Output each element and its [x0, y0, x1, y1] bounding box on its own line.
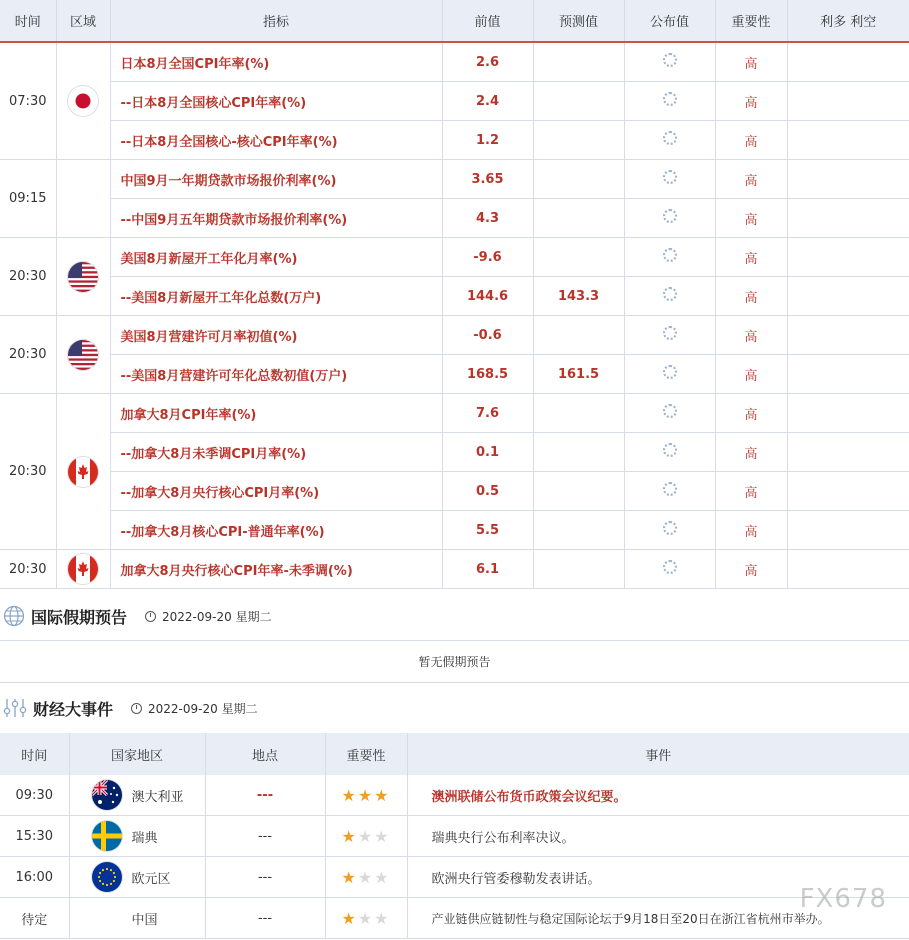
bull-bear-cell [787, 238, 909, 277]
loading-icon [663, 404, 677, 418]
indicator-link[interactable]: --美国8月营建许可年化总数初值(万户) [110, 355, 442, 394]
loading-icon [663, 443, 677, 457]
star-rating [325, 898, 407, 939]
clock-icon [145, 611, 156, 622]
country-cell [69, 857, 205, 898]
loading-icon [663, 560, 677, 574]
indicator-link[interactable]: --日本8月全国核心-核心CPI年率(%) [110, 121, 442, 160]
previous-value: 0.5 [442, 472, 533, 511]
event-place: --- [205, 816, 325, 857]
col-importance[interactable]: 重要性 [715, 0, 787, 42]
event-text: 欧洲央行管委穆勒发表讲话。 [431, 871, 601, 887]
actual-value [624, 82, 715, 121]
star-rating [325, 816, 407, 857]
col-event[interactable]: 事件 [407, 733, 909, 775]
country-name: 瑞典 [131, 830, 158, 846]
importance-value: 高 [715, 511, 787, 550]
forecast-value [533, 472, 624, 511]
forecast-value [533, 394, 624, 433]
event-time: 09:30 [0, 775, 69, 816]
star-icon: ★ [357, 785, 373, 805]
table-row[interactable] [0, 775, 909, 816]
col-country[interactable]: 国家地区 [69, 733, 205, 775]
forecast-value [533, 42, 624, 82]
actual-value [624, 160, 715, 199]
forecast-value [533, 121, 624, 160]
loading-icon [663, 326, 677, 340]
loading-icon [663, 131, 677, 145]
financial-events-table [0, 733, 909, 939]
time-cell: 20:30 [0, 316, 56, 394]
indicator-link[interactable]: --日本8月全国核心CPI年率(%) [110, 82, 442, 121]
loading-icon [663, 482, 677, 496]
col-place[interactable]: 地点 [205, 733, 325, 775]
loading-icon [663, 287, 677, 301]
indicator-link[interactable]: --加拿大8月未季调CPI月率(%) [110, 433, 442, 472]
time-cell: 20:30 [0, 550, 56, 589]
indicator-link[interactable]: --加拿大8月核心CPI-普通年率(%) [110, 511, 442, 550]
events-header-row [0, 733, 909, 775]
holiday-empty-text: 暂无假期预告 [418, 655, 491, 669]
usa-flag-icon [68, 262, 98, 292]
loading-icon [663, 170, 677, 184]
table-row[interactable] [0, 898, 909, 939]
canada-flag-icon [68, 554, 98, 584]
importance-value: 高 [715, 277, 787, 316]
bull-bear-cell [787, 394, 909, 433]
table-row[interactable] [0, 511, 909, 550]
bull-bear-cell [787, 199, 909, 238]
star-icon: ★ [374, 785, 389, 805]
indicator-link[interactable]: 日本8月全国CPI年率(%) [110, 42, 442, 82]
canada-flag-icon [68, 457, 98, 487]
actual-value [624, 355, 715, 394]
bull-bear-cell [787, 42, 909, 82]
forecast-value [533, 82, 624, 121]
forecast-value: 161.5 [533, 355, 624, 394]
event-place: --- [205, 775, 325, 816]
forecast-value [533, 433, 624, 472]
table-row[interactable] [0, 816, 909, 857]
col-bull-bear[interactable]: 利多 利空 [787, 0, 909, 42]
col-event-time[interactable]: 时间 [0, 733, 69, 775]
importance-value: 高 [715, 121, 787, 160]
importance-value: 高 [715, 82, 787, 121]
sliders-icon [3, 697, 27, 719]
star-icon: ★ [341, 826, 356, 846]
table-row[interactable] [0, 160, 909, 199]
time-cell: 09:15 [0, 160, 56, 238]
star-rating [325, 775, 407, 816]
table-row[interactable] [0, 42, 909, 82]
indicator-link[interactable]: 中国9月一年期贷款市场报价利率(%) [110, 160, 442, 199]
indicator-link[interactable]: 加拿大8月央行核心CPI年率-未季调(%) [110, 550, 442, 589]
bull-bear-cell [787, 82, 909, 121]
previous-value: 1.2 [442, 121, 533, 160]
indicator-link[interactable]: --中国9月五年期贷款市场报价利率(%) [110, 199, 442, 238]
usa-flag-icon [68, 340, 98, 370]
star-icon: ★ [341, 867, 356, 887]
col-actual[interactable]: 公布值 [624, 0, 715, 42]
table-row[interactable] [0, 857, 909, 898]
previous-value: 2.6 [442, 42, 533, 82]
forecast-value [533, 550, 624, 589]
importance-value: 高 [715, 238, 787, 277]
actual-value [624, 433, 715, 472]
event-description [407, 775, 909, 816]
globe-icon [3, 605, 25, 627]
importance-value: 高 [715, 550, 787, 589]
bull-bear-cell [787, 277, 909, 316]
previous-value: 144.6 [442, 277, 533, 316]
table-row[interactable] [0, 199, 909, 238]
star-icon: ★ [357, 867, 373, 887]
previous-value: 4.3 [442, 199, 533, 238]
loading-icon [663, 92, 677, 106]
star-icon: ★ [374, 867, 389, 887]
previous-value: -0.6 [442, 316, 533, 355]
table-row[interactable] [0, 277, 909, 316]
country-name: 中国 [131, 912, 158, 928]
star-icon: ★ [341, 908, 356, 928]
event-time: 15:30 [0, 816, 69, 857]
previous-value: 168.5 [442, 355, 533, 394]
loading-icon [663, 521, 677, 535]
col-region[interactable]: 区域 [56, 0, 110, 42]
previous-value: 5.5 [442, 511, 533, 550]
event-place: --- [205, 898, 325, 939]
sweden-flag-icon [92, 821, 122, 851]
country-cell [69, 816, 205, 857]
clock-icon [131, 703, 142, 714]
holiday-empty-box [0, 640, 909, 683]
bull-bear-cell [787, 433, 909, 472]
actual-value [624, 472, 715, 511]
eu-flag-icon [92, 862, 122, 892]
time-cell: 07:30 [0, 42, 56, 160]
table-row[interactable] [0, 316, 909, 355]
actual-value [624, 511, 715, 550]
table-row[interactable] [0, 82, 909, 121]
country-name: 欧元区 [131, 871, 171, 887]
star-icon: ★ [341, 785, 356, 805]
previous-value: 2.4 [442, 82, 533, 121]
forecast-value [533, 199, 624, 238]
event-description [407, 816, 909, 857]
importance-value: 高 [715, 316, 787, 355]
actual-value [624, 316, 715, 355]
forecast-value [533, 238, 624, 277]
table-row[interactable] [0, 238, 909, 277]
calendar-header-row [0, 0, 909, 42]
table-row[interactable] [0, 355, 909, 394]
previous-value: 0.1 [442, 433, 533, 472]
actual-value [624, 277, 715, 316]
indicator-link[interactable]: 美国8月新屋开工年化月率(%) [110, 238, 442, 277]
holiday-section-title: 国际假期预告 [31, 607, 128, 627]
bull-bear-cell [787, 550, 909, 589]
australia-flag-icon [92, 780, 122, 810]
actual-value [624, 121, 715, 160]
table-row[interactable] [0, 550, 909, 589]
loading-icon [663, 53, 677, 67]
actual-value [624, 550, 715, 589]
region-cell [56, 160, 110, 238]
event-text: 瑞典央行公布利率决议。 [431, 830, 575, 846]
event-time: 待定 [0, 898, 69, 939]
event-text: 澳洲联储公布货币政策会议纪要。 [431, 789, 627, 805]
indicator-link[interactable]: --美国8月新屋开工年化总数(万户) [110, 277, 442, 316]
events-date-text: 2022-09-20 星期二 [148, 701, 258, 716]
region-cell [56, 238, 110, 316]
bull-bear-cell [787, 121, 909, 160]
holiday-date-text: 2022-09-20 星期二 [162, 609, 272, 624]
importance-value: 高 [715, 472, 787, 511]
previous-value: -9.6 [442, 238, 533, 277]
event-time: 16:00 [0, 857, 69, 898]
holiday-section-header [0, 602, 909, 630]
star-icon: ★ [357, 826, 373, 846]
importance-value: 高 [715, 42, 787, 82]
importance-value: 高 [715, 355, 787, 394]
star-icon: ★ [374, 908, 389, 928]
loading-icon [663, 209, 677, 223]
holiday-date [145, 608, 272, 625]
bull-bear-cell [787, 355, 909, 394]
forecast-value [533, 160, 624, 199]
col-previous[interactable]: 前值 [442, 0, 533, 42]
bull-bear-cell [787, 511, 909, 550]
region-cell [56, 394, 110, 550]
previous-value: 6.1 [442, 550, 533, 589]
event-text: 产业链供应链韧性与稳定国际论坛于9月18日至20日在浙江省杭州市举办。 [431, 911, 830, 926]
previous-value: 7.6 [442, 394, 533, 433]
importance-value: 高 [715, 433, 787, 472]
event-place: --- [205, 857, 325, 898]
time-cell: 20:30 [0, 238, 56, 316]
region-cell [56, 316, 110, 394]
star-rating [325, 857, 407, 898]
table-row[interactable] [0, 394, 909, 433]
col-indicator[interactable]: 指标 [110, 0, 442, 42]
actual-value [624, 394, 715, 433]
importance-value: 高 [715, 160, 787, 199]
importance-value: 高 [715, 394, 787, 433]
bull-bear-cell [787, 160, 909, 199]
country-cell [69, 898, 205, 939]
col-forecast[interactable]: 预测值 [533, 0, 624, 42]
actual-value [624, 42, 715, 82]
indicator-link[interactable]: 美国8月营建许可月率初值(%) [110, 316, 442, 355]
table-row[interactable] [0, 121, 909, 160]
loading-icon [663, 365, 677, 379]
table-row[interactable] [0, 433, 909, 472]
forecast-value: 143.3 [533, 277, 624, 316]
col-event-importance[interactable]: 重要性 [325, 733, 407, 775]
importance-value: 高 [715, 199, 787, 238]
region-cell [56, 42, 110, 160]
fx678-watermark: FX678 [799, 884, 887, 914]
actual-value [624, 238, 715, 277]
table-row[interactable] [0, 472, 909, 511]
country-cell [69, 775, 205, 816]
events-date [131, 700, 258, 717]
actual-value [624, 199, 715, 238]
indicator-link[interactable]: 加拿大8月CPI年率(%) [110, 394, 442, 433]
star-icon: ★ [374, 826, 389, 846]
col-time[interactable]: 时间 [0, 0, 56, 42]
star-icon: ★ [357, 908, 373, 928]
bull-bear-cell [787, 472, 909, 511]
country-name: 澳大利亚 [131, 789, 184, 805]
indicator-link[interactable]: --加拿大8月央行核心CPI月率(%) [110, 472, 442, 511]
forecast-value [533, 511, 624, 550]
loading-icon [663, 248, 677, 262]
bull-bear-cell [787, 316, 909, 355]
events-section-title: 财经大事件 [33, 699, 114, 719]
japan-flag-icon [68, 86, 98, 116]
region-cell [56, 550, 110, 589]
forecast-value [533, 316, 624, 355]
events-section-header [0, 694, 909, 722]
previous-value: 3.65 [442, 160, 533, 199]
time-cell: 20:30 [0, 394, 56, 550]
